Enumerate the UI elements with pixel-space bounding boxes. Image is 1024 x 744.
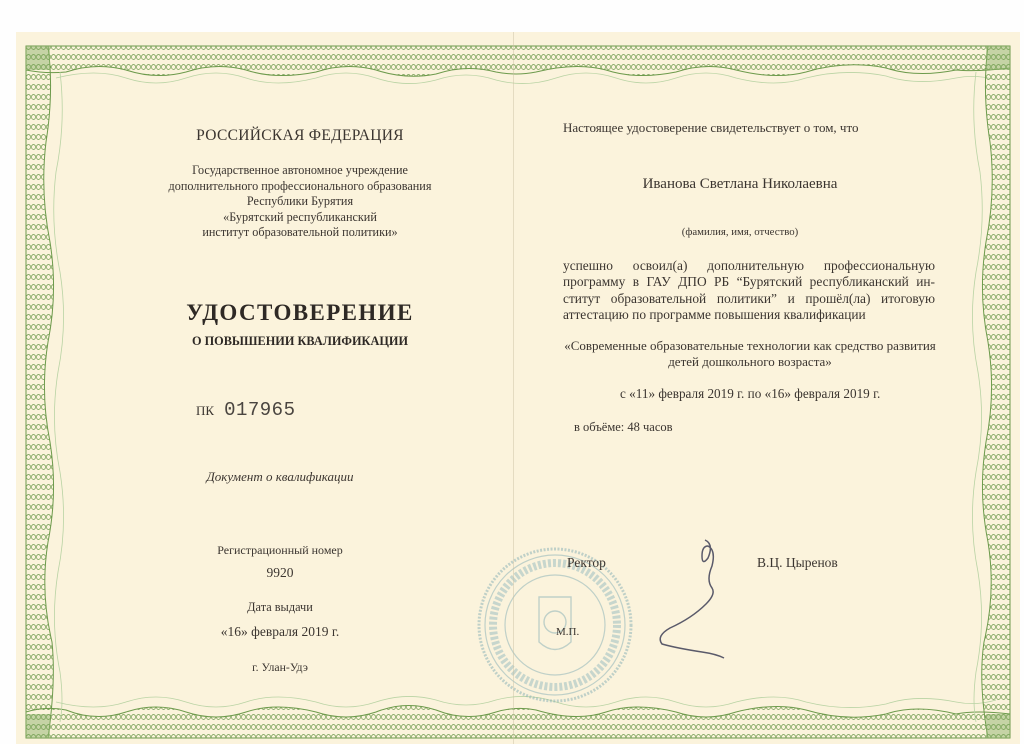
org-line: Республики Бурятия (246, 194, 354, 209)
issue-date: «16» февраля 2019 г. (220, 624, 340, 639)
program-line: «Современные образовательные технологии как средство развития (564, 338, 936, 353)
document-type: Документ о квалификации (206, 469, 354, 484)
certificate-subtitle: О ПОВЫШЕНИИ КВАЛИФИКАЦИИ (191, 334, 409, 348)
org-line: «Бурятский республиканский (223, 209, 377, 224)
serial-number (196, 399, 295, 421)
body-line: программу в ГАУ ДПО РБ “Бурятский республиканский ин- (563, 274, 935, 290)
issue-date-label: Дата выдачи (247, 600, 313, 614)
seal-label: М.П. (556, 626, 580, 638)
serial-prefix: ПК (196, 403, 215, 418)
registration-number: 9920 (266, 565, 294, 580)
program-name (535, 338, 965, 370)
certification-body (563, 258, 935, 323)
issuing-organization (130, 163, 470, 241)
org-line: институт образовательной политики» (202, 225, 398, 240)
certificate-title: УДОСТОВЕРЕНИЕ (186, 300, 414, 325)
body-line: ститут образовательной политики” и прошёл(ла) итоговую (563, 290, 935, 306)
rector-signature (660, 540, 724, 658)
issue-city: г. Улан-Удэ (252, 660, 308, 674)
name-caption: (фамилия, имя, отчество) (681, 226, 799, 238)
body-line: успешно освоил(а) дополнительную профессиональную (563, 258, 935, 273)
page-fold (513, 32, 514, 744)
training-hours: в объёме: 48 часов (574, 420, 673, 434)
holder-full-name: Иванова Светлана Николаевна (642, 176, 838, 192)
rector-label: Ректор (567, 555, 606, 570)
serial-value: 017965 (224, 399, 296, 421)
federation-heading: РОССИЙСКАЯ ФЕДЕРАЦИЯ (196, 127, 404, 144)
registration-label: Регистрационный номер (217, 543, 343, 557)
training-period: с «11» февраля 2019 г. по «16» февраля 2019 г. (620, 386, 881, 401)
rector-name: В.Ц. Цыренов (757, 555, 838, 570)
body-line: аттестацию по программе повышения квалификации (563, 306, 866, 322)
program-line: детей дошкольного возраста» (668, 354, 832, 369)
org-line: дополнительного профессионального образования (168, 178, 432, 193)
certification-intro: Настоящее удостоверение свидетельствует о том, что (563, 120, 859, 135)
org-line: Государственное автономное учреждение (192, 163, 408, 177)
official-seal (479, 549, 631, 701)
